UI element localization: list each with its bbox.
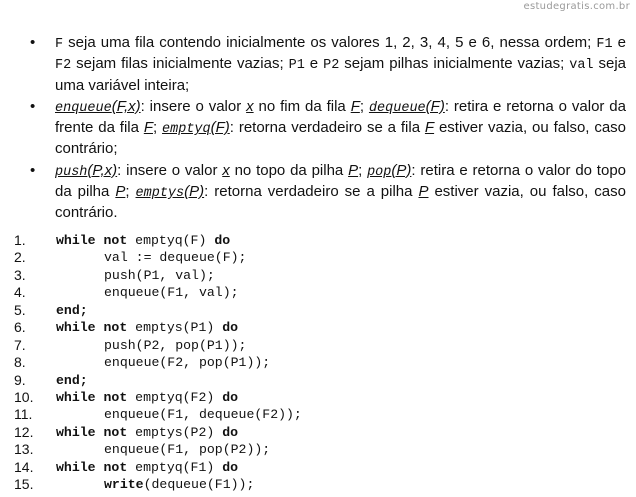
- definition-text: ;: [125, 183, 136, 201]
- line-number: 12.: [14, 423, 34, 440]
- definition-text: emptyq: [162, 122, 211, 138]
- definition-text: P: [348, 161, 359, 179]
- code-line: [14, 354, 614, 371]
- code-line: [14, 389, 614, 406]
- code-line: [14, 441, 614, 458]
- code-text: [56, 232, 230, 249]
- definition-text: F1: [596, 37, 613, 52]
- bullet-dot-icon: •: [30, 34, 36, 51]
- definition-text: : insere o valor: [140, 97, 247, 115]
- code-line: [14, 406, 614, 423]
- line-number: 13.: [14, 441, 34, 458]
- code-line: [14, 372, 614, 389]
- definition-text: x: [222, 161, 230, 179]
- code-keyword: while: [56, 424, 96, 440]
- definition-text: F: [55, 37, 64, 52]
- line-number: 2.: [14, 249, 26, 266]
- code-token: (dequeue(F1));: [143, 477, 255, 493]
- code-line: [14, 424, 614, 441]
- line-number: 1.: [14, 232, 26, 248]
- line-number: 11.: [14, 406, 33, 423]
- code-keyword: not: [103, 389, 128, 405]
- code-token: [96, 320, 104, 335]
- definition-text: ;: [359, 97, 369, 115]
- code-token: [96, 233, 104, 248]
- definition-text: F: [424, 119, 435, 137]
- definition-text: (F): [425, 97, 445, 115]
- line-number: 9.: [14, 371, 26, 388]
- definition-item: [30, 33, 626, 95]
- code-token: emptyq(F1): [127, 459, 223, 475]
- definition-text: x: [246, 97, 254, 115]
- code-line: [14, 459, 614, 476]
- line-number: 3.: [14, 266, 26, 283]
- site-watermark: estudegratis.com.br: [523, 1, 630, 12]
- code-token: emptyq(F): [127, 233, 215, 248]
- code-line: [14, 302, 614, 319]
- bullet-dot-icon: •: [30, 161, 36, 179]
- line-number: 8.: [14, 354, 26, 371]
- code-token: val := dequeue(F);: [104, 250, 247, 266]
- code-keyword: write: [104, 477, 144, 493]
- definition-text: F2: [55, 58, 72, 74]
- code-token: push(P2, pop(P1));: [104, 337, 247, 353]
- definition-text: no topo da pilha: [229, 161, 349, 179]
- code-text: [56, 302, 88, 319]
- definition-text: : retorna verdadeiro se a fila: [229, 119, 425, 137]
- definition-text: push: [55, 164, 88, 180]
- code-keyword: do: [222, 389, 239, 405]
- code-line: [14, 337, 614, 354]
- definition-text: ;: [152, 119, 163, 137]
- code-keyword: not: [103, 459, 128, 475]
- definition-text: : retira e retorna o valor da frente da fila: [55, 97, 626, 137]
- definition-text: estiver vazia, ou falso, caso contrário;: [55, 119, 627, 158]
- code-keyword: not: [103, 424, 128, 440]
- code-keyword: do: [214, 233, 231, 248]
- line-number: 10.: [14, 388, 34, 405]
- code-line: [14, 267, 614, 284]
- code-text: [56, 389, 238, 406]
- definition-text: (P): [391, 161, 412, 179]
- line-number: 5.: [14, 301, 26, 318]
- code-keyword: do: [222, 320, 239, 336]
- code-line: [14, 249, 614, 266]
- definition-item: [30, 161, 626, 223]
- bullet-dot-icon: •: [30, 97, 36, 115]
- definitions-list: [30, 33, 626, 225]
- definition-text: P2: [323, 58, 340, 74]
- code-keyword: while: [56, 389, 96, 405]
- line-number: 15.: [14, 476, 34, 493]
- definition-text: : retorna verdadeiro se a pilha: [204, 183, 419, 201]
- code-text: [104, 267, 215, 284]
- definition-text: estiver vazia, ou falso, caso contrário.: [55, 183, 626, 222]
- code-text: [104, 284, 239, 301]
- definition-text: P: [115, 183, 126, 201]
- code-token: emptyq(F2): [127, 389, 223, 405]
- code-keyword: do: [222, 459, 239, 475]
- definition-item: [30, 97, 626, 159]
- line-number: 4.: [14, 284, 26, 301]
- code-line: [14, 476, 614, 493]
- definition-text: sejam pilhas inicialmente vazias;: [339, 55, 570, 73]
- definition-text: pop: [367, 164, 392, 180]
- definition-text: seja uma fila contendo inicialmente os valores 1, 2, 3, 4, 5 e 6, nessa ordem;: [63, 34, 597, 51]
- code-text: [104, 406, 302, 423]
- code-token: push(P1, val);: [104, 267, 215, 283]
- definition-text: ;: [358, 161, 368, 179]
- definition-text: e: [612, 34, 626, 51]
- code-line: [14, 284, 614, 301]
- code-line: [14, 232, 614, 249]
- code-text: [104, 337, 246, 354]
- code-keyword: do: [222, 424, 239, 440]
- definition-text: : retira e retorna o valor do topo da pilha: [55, 161, 627, 201]
- definition-text: F: [143, 119, 153, 137]
- definition-text: val: [569, 58, 594, 74]
- code-keyword: end;: [56, 302, 88, 318]
- code-token: enqueue(F1, val);: [104, 285, 239, 301]
- definition-text: dequeue: [368, 100, 426, 116]
- code-text: [56, 459, 238, 476]
- code-keyword: not: [103, 320, 128, 336]
- code-keyword: not: [103, 233, 128, 248]
- definition-text: : insere o valor: [117, 161, 223, 179]
- definition-text: enqueue: [55, 100, 112, 116]
- code-token: emptys(P2): [127, 424, 223, 440]
- line-number: 7.: [14, 336, 26, 353]
- code-keyword: while: [56, 320, 96, 336]
- definition-text: no fim da fila: [253, 97, 351, 115]
- definition-text: (F): [210, 119, 230, 137]
- code-token: [96, 425, 104, 440]
- code-text: [104, 354, 270, 371]
- code-text: [56, 319, 238, 336]
- line-number: 6.: [14, 319, 26, 336]
- line-number: 14.: [14, 458, 34, 475]
- definition-text: (P): [184, 183, 205, 201]
- code-text: [104, 441, 270, 458]
- code-text: [104, 476, 254, 493]
- definition-text: sejam filas inicialmente vazias;: [71, 55, 289, 73]
- code-token: enqueue(F2, pop(P1));: [104, 355, 271, 371]
- definition-text: seja uma variável inteira;: [55, 55, 627, 94]
- code-line: [14, 319, 614, 336]
- code-keyword: while: [56, 233, 96, 248]
- code-token: [96, 390, 104, 405]
- code-keyword: while: [56, 459, 96, 475]
- definition-text: e: [304, 55, 324, 73]
- code-text: [56, 372, 88, 389]
- definition-text: (P,x): [87, 161, 118, 179]
- definition-text: P: [418, 183, 429, 201]
- code-text: [56, 424, 238, 441]
- code-token: enqueue(F1, pop(P2));: [104, 442, 271, 458]
- code-token: enqueue(F1, dequeue(F2));: [104, 407, 302, 423]
- code-listing: [14, 232, 614, 494]
- definition-text: F: [350, 97, 360, 115]
- code-keyword: end;: [56, 372, 88, 388]
- code-token: [96, 460, 104, 475]
- definition-text: emptys: [135, 186, 185, 202]
- code-token: emptys(P1): [127, 320, 223, 336]
- definition-text: P1: [288, 58, 305, 74]
- code-text: [104, 249, 246, 266]
- definition-text: (F,x): [111, 97, 141, 115]
